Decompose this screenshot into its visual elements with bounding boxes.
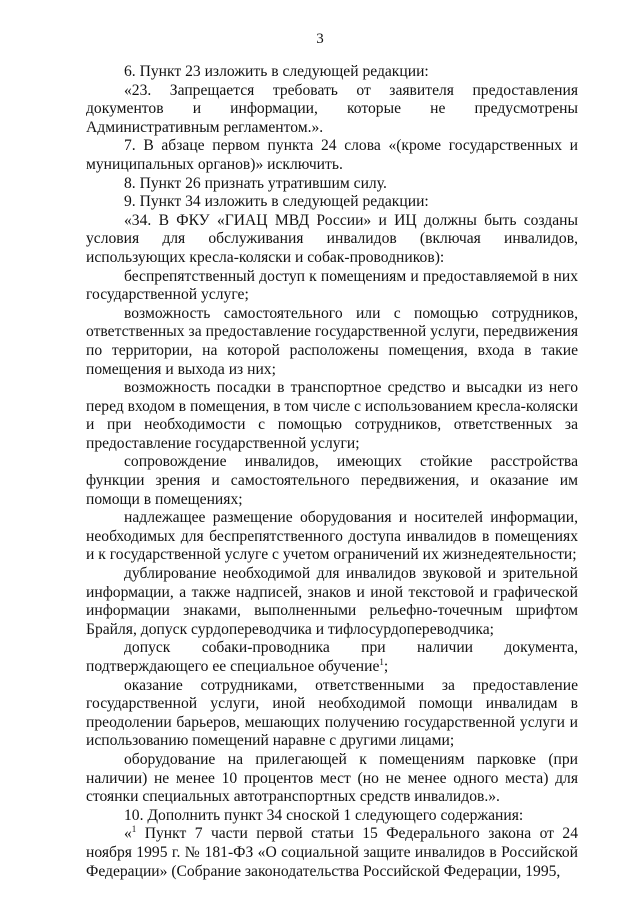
guide-dog-text: допуск собаки-проводника при наличии документа, подтверждающего ее специальное обучение [86, 639, 578, 675]
footnote-reference: 1 [379, 656, 384, 667]
footnote-body: Пункт 7 части первой статьи 15 Федерального закона от 24 ноября 1995 г. № 181-ФЗ «О социальной защите инвалидов в Российской Федерации» (Собрание законодательства Российской Федерации, 1995, [86, 825, 578, 880]
document-body [86, 63, 578, 881]
paragraph-assistance: оказание сотрудниками, ответственными за предоставление государственной услуги, иной необходимой помощи инвалидам в преодолении барьеров, мешающих получению государственной услуги и использованию помещений наравне с другими лицами; [86, 676, 578, 750]
paragraph-escort: сопровождение инвалидов, имеющих стойкие расстройства функции зрения и самостоятельного передвижения, и оказание им помощи в помещениях; [86, 453, 578, 508]
paragraph-unobstructed-access: беспрепятственный доступ к помещениям и предоставляемой в них государственной услуге; [86, 267, 578, 304]
footnote-open-quote: « [124, 825, 132, 843]
paragraph-parking: оборудование на прилегающей к помещениям парковке (при наличии) не менее 10 процентов мест (но не менее одного места) для стоянки специальных автотранспортных средств инвалидов.». [86, 750, 578, 806]
paragraph-item-10: 10. Дополнить пункт 34 сноской 1 следующего содержания: [124, 806, 524, 824]
paragraph-equipment-placement: надлежащее размещение оборудования и носителей информации, необходимых для беспрепятственного доступа инвалидов в помещениях и к государственной услуге с учетом ограничений их жизнедеятельности; [86, 509, 578, 564]
paragraph-item-8: 8. Пункт 26 признать утратившим силу. [124, 174, 387, 192]
paragraph-independent-movement: возможность самостоятельного или с помощью сотрудников, ответственных за предоставление государственной услуги, передвижения по территории, на которой расположены помещения, входа в такие помещения и выхода из них; [86, 304, 578, 378]
page-number: 3 [316, 31, 324, 47]
paragraph-information-duplication: дублирование необходимой для инвалидов звуковой и зрительной информации, а также надписей, знаков и иной текстовой и графической информации знаками, выполненными рельефно-точечным шрифтом Брайля, допуск сурдопереводчика и тифлосурдопереводчика; [86, 565, 578, 638]
paragraph-guide-dog [86, 639, 578, 676]
paragraph-footnote-text [86, 825, 578, 881]
paragraph-clause-23: «23. Запрещается требовать от заявителя предоставления документов и информации, которые не предусмотрены Административным регламентом.». [86, 81, 578, 136]
paragraph-item-9: 9. Пункт 34 изложить в следующей редакции: [124, 193, 429, 211]
paragraph-clause-34: «34. В ФКУ «ГИАЦ МВД России» и ИЦ должны быть созданы условия для обслуживания инвалидов (включая инвалидов, использующих кресла-коляски и собак-проводников): [86, 211, 578, 266]
paragraph-item-6: 6. Пункт 23 изложить в следующей редакции: [124, 63, 429, 80]
paragraph-vehicle-boarding: возможность посадки в транспортное средство и высадки из него перед входом в помещения, в том числе с использованием кресла-коляски и при необходимости с помощью сотрудников, ответственных за предоставление государственной услуги; [86, 379, 578, 452]
guide-dog-tail: ; [383, 658, 389, 675]
footnote-mark: 1 [131, 824, 137, 835]
paragraph-item-7: 7. В абзаце первом пункта 24 слова «(кроме государственных и муниципальных органов)» исключить. [86, 137, 578, 173]
